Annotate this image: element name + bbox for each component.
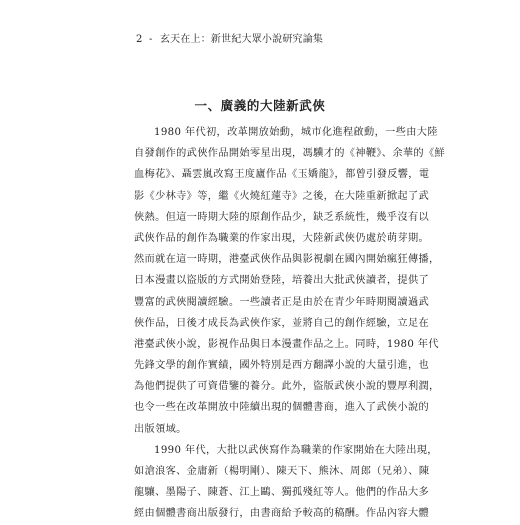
- text-line: 為他們提供了可資借鑒的養分。此外，盜版武俠小說的豐厚利潤，: [134, 381, 440, 393]
- text-line: 先鋒文學的創作實績，國外特別是西方翻譯小說的大量引進，也: [134, 360, 430, 372]
- text-line: 如滄浪客、金庸新（楊明剛）、陳天下、熊沐、周郎（兄弟）、陳: [134, 466, 430, 477]
- text-line: 1990 年代，大批以武俠寫作為職業的作家開始在大陸出現，: [154, 444, 438, 456]
- text-line: 血梅花》、聶雲嵐改寫王度廬作品《玉嬌龍》，都曾引發反響，電: [134, 169, 430, 181]
- text-line: 然而就在這一時期，港臺武俠作品與影視劇在國內開始瘋狂傳播，: [134, 254, 440, 266]
- paragraph: [134, 440, 438, 525]
- text-line: 日本漫畫以盜版的方式開始登陸，培養出大批武俠讀者，提供了: [134, 275, 430, 287]
- text-line: 俠作品，日後才成長為武俠作家，並將自己的創作經驗，立足在: [134, 317, 430, 329]
- text-line: 武俠作品的創作為職業的作家出現，大陸新武俠仍處於萌芽期。: [134, 232, 430, 244]
- body-text: [134, 122, 446, 525]
- text-line: 俠熱。但這一時期大陸的原創作品少，缺乏系統性，幾乎沒有以: [134, 211, 430, 223]
- page-number: 2: [136, 34, 143, 45]
- text-line: 自發創作的武俠作品開始零星出現，馮驥才的《神鞭》、余華的《鮮: [134, 148, 446, 160]
- text-line: 影《少林寺》等，繼《火燒紅蓮寺》之後，在大陸重新掀起了武: [134, 190, 430, 202]
- header-separator: -: [148, 34, 153, 45]
- text-line: 經由個體書商出版發行，由書商給予較高的稿酬。作品內容大體: [134, 508, 430, 520]
- section-title: 一、廣義的大陸新武俠: [194, 98, 326, 113]
- text-line: 港臺武俠小說，影視作品與日本漫畫作品之上。同時，1980 年代: [134, 338, 439, 350]
- text-line: 龍驤、墨陽子、陳蒼、江上鷗、獨孤殘紅等人。他們的作品大多: [134, 487, 430, 499]
- text-line: 豐富的武俠閱讀經驗。一些讀者正是由於在青少年時期閱讀過武: [134, 296, 430, 308]
- running-header: [136, 33, 323, 47]
- text-line: 出版領域。: [134, 423, 187, 435]
- paragraph: [134, 122, 446, 440]
- text-line: 也令一些在改革開放中陸續出現的個體書商，進入了武俠小說的: [134, 402, 430, 414]
- text-line: 1980 年代初，改革開放始動，城市化進程啟動，一些由大陸: [154, 127, 438, 138]
- book-title: 玄天在上：新世紀大眾小說研究論集: [159, 34, 324, 45]
